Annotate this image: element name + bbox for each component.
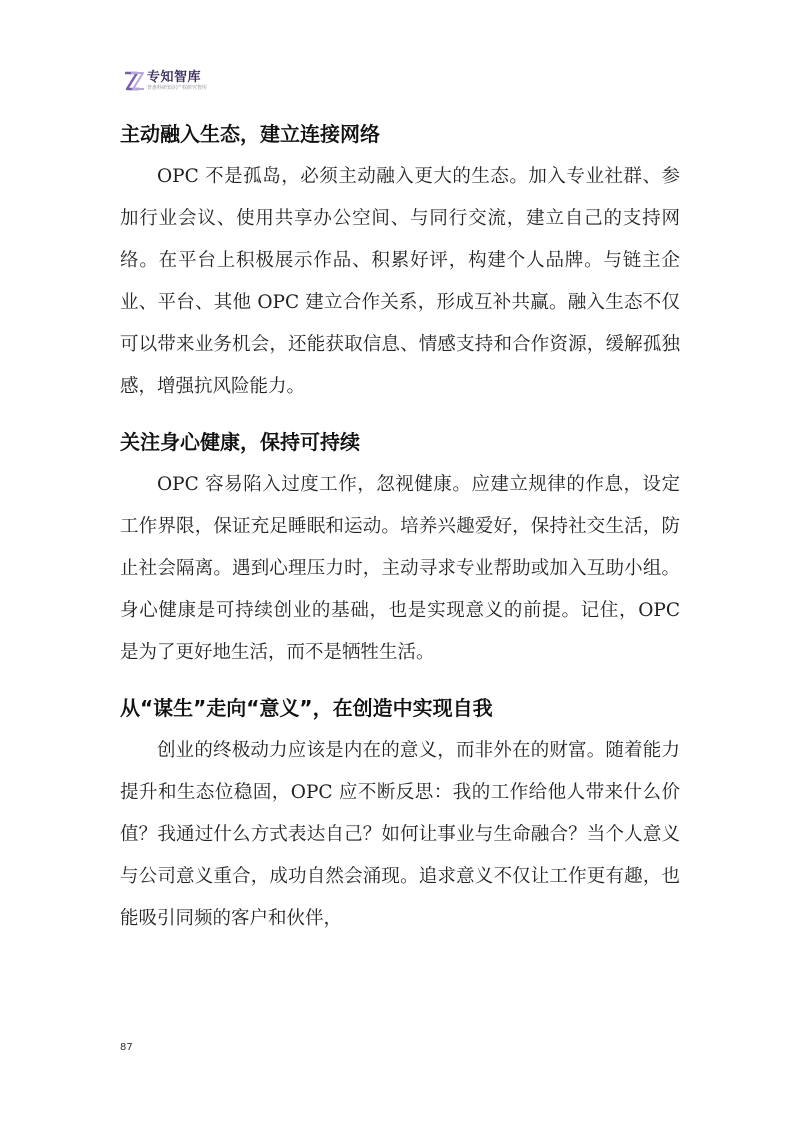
section-heading: 关注身心健康，保持可持续 [120, 430, 360, 454]
main-content [120, 112, 680, 952]
section-ecosystem [120, 112, 680, 408]
logo-name: 专知智库 [147, 69, 202, 85]
page-number: 87 [120, 1042, 133, 1053]
section-heading: 从“谋生”走向“意义”，在创造中实现自我 [120, 696, 493, 720]
section-paragraph: 创业的终极动力应该是内在的意义，而非外在的财富。随着能力提升和生态位稳固，OPC 应不断反思：我的工作给他人带来什么价值？我通过什么方式表达自己？如何让事业与生命融合？当个人意义与公司意义重合，成功自然会涌现。追求意义不仅让工作更有趣，也能吸引同频的客户和伙伴， [120, 740, 680, 929]
section-heading: 主动融入生态，建立连接网络 [120, 122, 380, 146]
logo-subtitle: 普惠科研知识产权研究智库 [147, 84, 208, 91]
brand-logo [123, 70, 207, 92]
zhuanzhi-logo-icon [123, 70, 145, 92]
section-paragraph: OPC 不是孤岛，必须主动融入更大的生态。加入专业社群、参加行业会议、使用共享办公空间、与同行交流，建立自己的支持网络。在平台上积极展示作品、积累好评，构建个人品牌。与链主企业、平台、其他 OPC 建立合作关系，形成互补共赢。融入生态不仅可以带来业务机会，还能获取信息、情感支持和合作资源，缓解孤独感，增强抗风险能力。 [120, 166, 680, 397]
section-health [120, 420, 680, 674]
section-paragraph: OPC 容易陷入过度工作，忽视健康。应建立规律的作息，设定工作界限，保证充足睡眠和运动。培养兴趣爱好，保持社交生活，防止社会隔离。遇到心理压力时，主动寻求专业帮助或加入互助小组。身心健康是可持续创业的基础，也是实现意义的前提。记住，OPC 是为了更好地生活，而不是牺牲生活。 [120, 474, 680, 663]
section-meaning [120, 686, 680, 940]
